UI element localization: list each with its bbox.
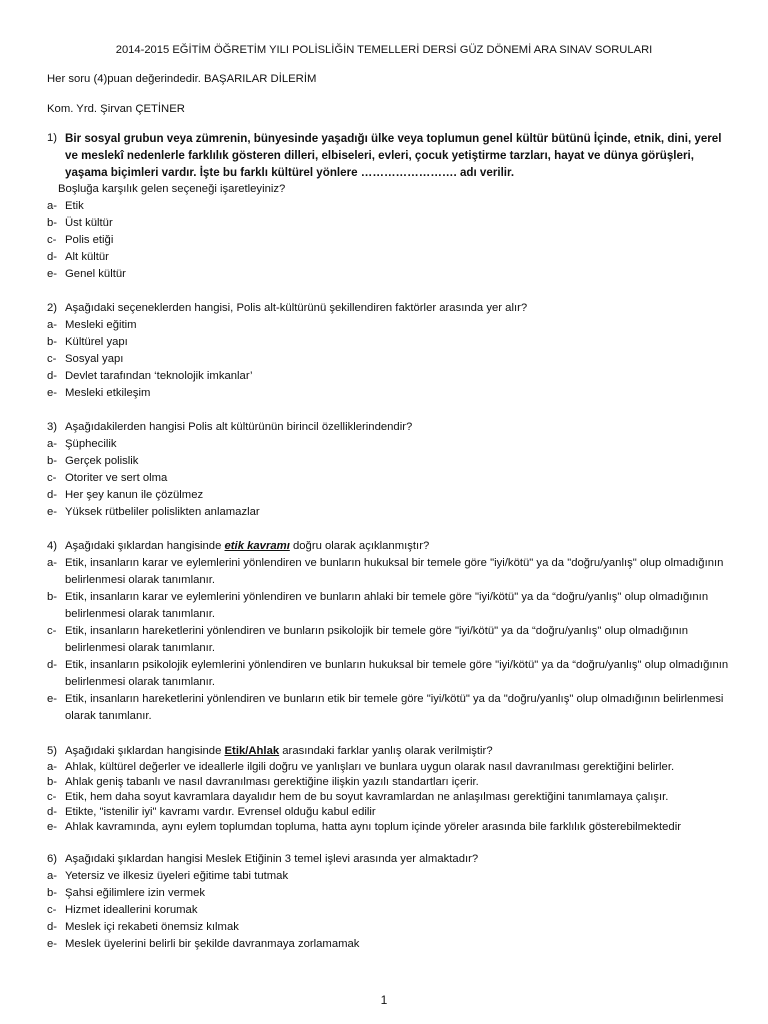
option-text: Hizmet ideallerini korumak [65, 904, 198, 916]
option-d[interactable] [47, 249, 737, 266]
option-text: Şahsi eğilimlere izin vermek [65, 887, 206, 899]
question-6 [47, 851, 737, 953]
option-text: Etik, insanların psikolojik eylemlerini yönlendiren ve bunların hukuksal bir temele göre "iyi/kötü" ya da “doğru/yanlış" olup olmadığının belirlenmesi olarak tanımlanır. [65, 659, 729, 688]
option-letter: a- [47, 761, 58, 773]
option-b[interactable] [47, 453, 737, 470]
option-text: Ahlak kavramında, aynı eylem toplumdan topluma, hatta aynı toplum içinde yöreler arasında bile farklılık gösterebilmektedir [65, 821, 681, 833]
option-letter: c- [47, 791, 57, 803]
option-letter: d- [47, 489, 58, 501]
option-text: Polis etiği [65, 234, 114, 246]
option-a[interactable] [47, 760, 737, 775]
option-e[interactable] [47, 820, 737, 835]
option-letter: a- [47, 870, 58, 882]
question-text [65, 538, 737, 555]
option-a[interactable] [47, 868, 737, 885]
exam-title: 2014-2015 EĞİTİM ÖĞRETİM YILI POLİSLİĞİN TEMELLERİ DERSİ GÜZ DÖNEMİ ARA SINAV SORULARI [115, 44, 653, 56]
option-text: Otoriter ve sert olma [65, 472, 168, 484]
option-c[interactable] [47, 902, 737, 919]
option-text: Etik [65, 200, 84, 212]
option-letter: e- [47, 387, 58, 399]
option-letter: a- [47, 319, 58, 331]
option-text: Üst kültür [65, 217, 113, 229]
option-c[interactable] [47, 232, 737, 249]
option-a[interactable] [47, 198, 737, 215]
option-text: Ahlak, kültürel değerler ve ideallerle ilgili doğru ve yanlışları ve bunlara uygun olarak nasıl davranılması gerektiğini belirler. [65, 761, 675, 773]
option-d[interactable] [47, 368, 737, 385]
option-letter: d- [47, 251, 58, 263]
option-a[interactable] [47, 555, 737, 589]
question-keyword: Etik/Ahlak [224, 745, 280, 757]
option-letter: e- [47, 938, 58, 950]
option-e[interactable] [47, 385, 737, 402]
page-number: 1 [380, 993, 388, 1007]
option-e[interactable] [47, 266, 737, 283]
option-e[interactable] [47, 691, 737, 725]
option-text: Devlet tarafından ‘teknolojik imkanlar’ [65, 370, 253, 382]
option-letter: b- [47, 776, 58, 788]
option-text: Her şey kanun ile çözülmez [65, 489, 204, 501]
points-note: Her soru (4)puan değerindedir. BAŞARILAR DİLERİM [47, 73, 317, 85]
option-letter: d- [47, 921, 58, 933]
option-letter: d- [47, 806, 58, 818]
question-number: 5) [47, 745, 58, 757]
option-letter: a- [47, 200, 58, 212]
option-letter: c- [47, 625, 57, 637]
option-b[interactable] [47, 775, 737, 790]
question-3 [47, 419, 737, 521]
question-text: Aşağıdaki seçeneklerden hangisi, Polis alt-kültürünü şekillendiren faktörler arasında yer alır? [65, 302, 528, 314]
question-2 [47, 300, 737, 402]
option-text: Etik, insanların hareketlerini yönlendiren ve bunların etik bir temele göre "iyi/kötü" ya da "doğru/yanlış" olup olmadığının belirlenmesi olarak tanımlanır. [65, 693, 724, 722]
option-e[interactable] [47, 504, 737, 521]
option-letter: c- [47, 904, 57, 916]
option-letter: a- [47, 557, 58, 569]
option-text: Etik, insanların hareketlerini yönlendiren ve bunların psikolojik bir temele göre "iyi/kötü" ya da “doğru/yanlış" olup olmadığının belirlenmesi olarak tanımlanır. [65, 625, 689, 654]
option-b[interactable] [47, 885, 737, 902]
option-b[interactable] [47, 589, 737, 623]
option-text: Etikte, "istenilir iyi" kavramı vardır. Evrensel olduğu kabul edilir [65, 806, 376, 818]
option-b[interactable] [47, 215, 737, 232]
option-text: Etik, hem daha soyut kavramlara dayalıdır hem de bu soyut kavramlardan ne anlaşılması gerektiğini tanımlamaya çalışır. [65, 791, 669, 803]
question-text-post: arasındaki farklar yanlış olarak verilmiştir? [279, 745, 493, 757]
question-text: Bir sosyal grubun veya zümrenin, bünyesinde yaşadığı ülke veya toplumun genel kültür bütünü İçinde, etnik, dini, yerel ve meslekî nedenlerle farklılık gösteren dilleri, elbiseleri, evleri, çocuk yetiştirme tarzları, hayat ve dünya görüşleri, yaşama biçimleri vardır. İşte bu farklı kültürel yönlere ……………………. adı verilir. [65, 132, 722, 179]
question-keyword: etik kavramı [224, 540, 290, 552]
option-letter: c- [47, 353, 57, 365]
option-letter: e- [47, 821, 58, 833]
option-text: Ahlak geniş tabanlı ve nasıl davranılması gerektiğine ilişkin yazılı standartları içerir. [65, 776, 479, 788]
question-4 [47, 538, 737, 725]
option-text: Yüksek rütbeliler polislikten anlamazlar [65, 506, 260, 518]
option-d[interactable] [47, 805, 737, 820]
option-a[interactable] [47, 436, 737, 453]
option-letter: e- [47, 506, 58, 518]
option-text: Alt kültür [65, 251, 109, 263]
option-text: Kültürel yapı [65, 336, 128, 348]
question-number: 3) [47, 421, 58, 433]
option-d[interactable] [47, 919, 737, 936]
option-text: Etik, insanların karar ve eylemlerini yönlendiren ve bunların hukuksal bir temele göre "iyi/kötü" ya da "doğru/yanlış" olup olmadığının belirlenmesi olarak tanımlanır. [65, 557, 724, 586]
option-letter: b- [47, 217, 58, 229]
question-instruction: Boşluğa karşılık gelen seçeneği işaretleyiniz? [58, 183, 286, 195]
option-d[interactable] [47, 487, 737, 504]
option-text: Mesleki etkileşim [65, 387, 151, 399]
option-e[interactable] [47, 936, 737, 953]
option-letter: b- [47, 455, 58, 467]
option-d[interactable] [47, 657, 737, 691]
question-text-pre: Aşağıdaki şıklardan hangisinde [65, 540, 225, 552]
question-1 [47, 130, 737, 283]
option-c[interactable] [47, 351, 737, 368]
option-letter: e- [47, 268, 58, 280]
option-text: Etik, insanların karar ve eylemlerini yönlendiren ve bunların ahlaki bir temele göre "iyi/kötü" ya da “doğru/yanlış" olup olmadığının belirlenmesi olarak tanımlanır. [65, 591, 709, 620]
author-line: Kom. Yrd. Şirvan ÇETİNER [47, 103, 185, 115]
option-text: Mesleki eğitim [65, 319, 137, 331]
option-a[interactable] [47, 317, 737, 334]
question-text-pre: Aşağıdaki şıklardan hangisinde [65, 745, 225, 757]
option-text: Yetersiz ve ilkesiz üyeleri eğitime tabi tutmak [65, 870, 289, 882]
question-text [65, 743, 737, 760]
option-text: Sosyal yapı [65, 353, 124, 365]
option-letter: b- [47, 591, 58, 603]
question-number: 2) [47, 302, 58, 314]
question-5 [47, 743, 737, 835]
question-number: 6) [47, 853, 58, 865]
option-c[interactable] [47, 623, 737, 657]
question-number: 1) [47, 132, 58, 144]
question-text: Aşağıdaki şıklardan hangisi Meslek Etiğinin 3 temel işlevi arasında yer almaktadır? [65, 853, 479, 865]
option-letter: c- [47, 234, 57, 246]
question-text: Aşağıdakilerden hangisi Polis alt kültürünün birincil özelliklerindendir? [65, 421, 413, 433]
option-letter: c- [47, 472, 57, 484]
option-c[interactable] [47, 470, 737, 487]
option-text: Meslek içi rekabeti önemsiz kılmak [65, 921, 239, 933]
option-text: Şüphecilik [65, 438, 117, 450]
option-text: Meslek üyelerini belirli bir şekilde davranmaya zorlamamak [65, 938, 360, 950]
option-letter: b- [47, 336, 58, 348]
option-letter: b- [47, 887, 58, 899]
option-letter: d- [47, 659, 58, 671]
option-text: Gerçek polislik [65, 455, 139, 467]
option-b[interactable] [47, 334, 737, 351]
question-number: 4) [47, 540, 58, 552]
option-letter: a- [47, 438, 58, 450]
option-letter: e- [47, 693, 58, 705]
question-text-post: doğru olarak açıklanmıştır? [289, 540, 430, 552]
option-text: Genel kültür [65, 268, 126, 280]
option-letter: d- [47, 370, 58, 382]
option-c[interactable] [47, 790, 737, 805]
